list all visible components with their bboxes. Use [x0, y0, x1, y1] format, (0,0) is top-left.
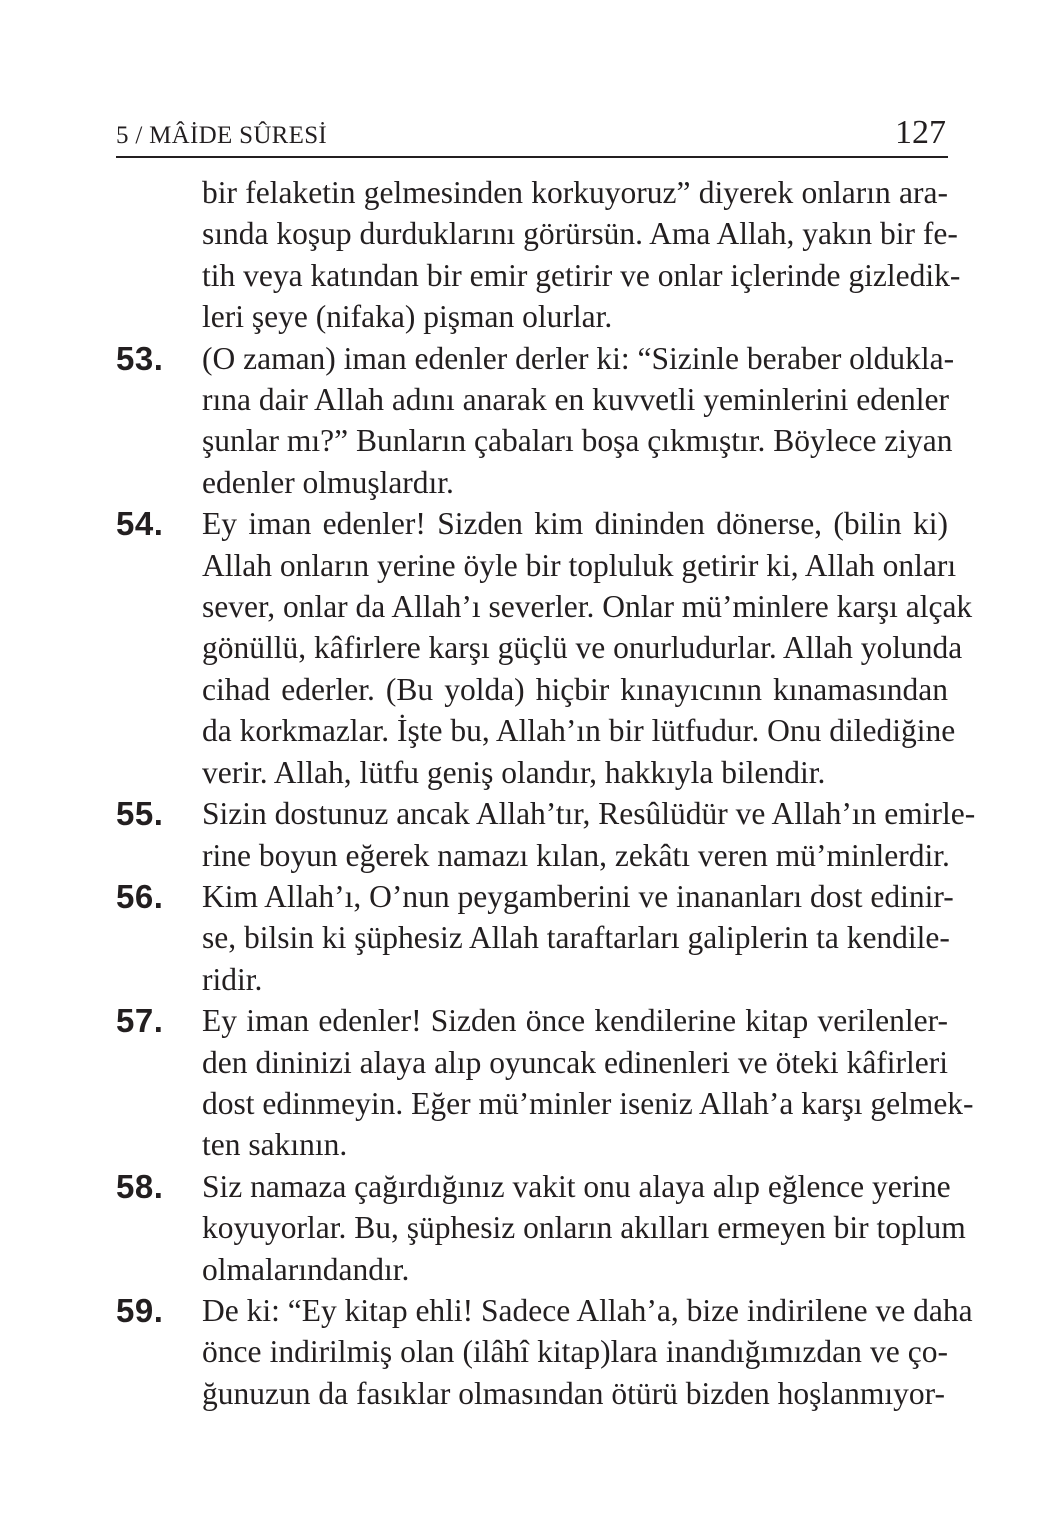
text-line: gönüllü, kâfirlere karşı güçlü ve onurludurlar. Allah yolunda [202, 630, 963, 666]
verse-paragraph [116, 876, 954, 1000]
verse-paragraph [116, 338, 955, 504]
text-line: rına dair Allah adını anarak en kuvvetli yeminlerini edenler [202, 382, 949, 418]
text-line: şunlar mı?” Bunların çabaları boşa çıkmıştır. Böylece ziyan [202, 423, 953, 459]
text-line: se, bilsin ki şüphesiz Allah taraftarları galiplerin ta kendile- [202, 920, 950, 956]
text-line: olmalarındandır. [202, 1251, 410, 1287]
text-line: edenler olmuşlardır. [202, 464, 454, 500]
text-line: Allah onların yerine öyle bir topluluk getirir ki, Allah onları [202, 547, 957, 583]
verse-paragraph [116, 793, 976, 876]
verse-number: 55. [116, 795, 164, 833]
verse-number: 59. [116, 1291, 164, 1329]
verse-number: 57. [116, 1002, 164, 1040]
text-line: verir. Allah, lütfu geniş olandır, hakkıyla bilendir. [202, 754, 826, 790]
text-line: sında koşup durduklarını görürsün. Ama Allah, yakın bir fe- [202, 216, 958, 252]
page-number: 127 [895, 114, 946, 151]
text-line: ten sakının. [202, 1127, 348, 1163]
text-line: Sizin dostunuz ancak Allah’tır, Resûlüdür ve Allah’ın emirle- [202, 796, 976, 832]
text-line: Ey iman edenler! Sizden kim dininden dönerse, (bilin ki) [202, 506, 948, 542]
verse-paragraph [116, 1290, 973, 1414]
text-line: koyuyorlar. Bu, şüphesiz onların akılları ermeyen bir toplum [202, 1210, 966, 1246]
verse-number: 58. [116, 1167, 164, 1205]
header-rule [116, 156, 948, 158]
verse-paragraph [116, 1000, 974, 1166]
text-line: leri şeye (nifaka) pişman olurlar. [202, 299, 613, 335]
text-line: bir felaketin gelmesinden korkuyoruz” diyerek onların ara- [202, 175, 948, 210]
running-header [116, 110, 948, 158]
verse-paragraph [116, 1166, 966, 1290]
text-line: sever, onlar da Allah’ı severler. Onlar mü’minlere karşı alçak [202, 589, 973, 625]
text-line: De ki: “Ey kitap ehli! Sadece Allah’a, bize indirilene ve daha [202, 1292, 973, 1328]
verse-number: 53. [116, 339, 164, 377]
text-line: önce indirilmiş olan (ilâhî kitap)lara inandığımızdan ve ço- [202, 1334, 948, 1370]
text-line: cihad ederler. (Bu yolda) hiçbir kınayıcının kınamasından [202, 671, 948, 707]
text-line: Kim Allah’ı, O’nun peygamberini ve inananları dost edinir- [202, 878, 954, 914]
text-line: ridir. [202, 961, 263, 997]
text-line: rine boyun eğerek namazı kılan, zekâtı veren mü’minlerdir. [202, 837, 950, 873]
verse-paragraph [116, 503, 973, 793]
text-line: Siz namaza çağırdığınız vakit onu alaya alıp eğlence yerine [202, 1168, 951, 1204]
text-line: tih veya katından bir emir getirir ve onlar içlerinde gizledik- [202, 257, 961, 293]
section-title: 5 / MÂİDE SÛRESİ [116, 122, 328, 149]
text-line: ğunuzun da fasıklar olmasından ötürü bizden hoşlanmıyor- [202, 1375, 945, 1411]
verse-number: 56. [116, 877, 164, 915]
verse-text-block [116, 172, 976, 1414]
text-line: (O zaman) iman edenler derler ki: “Sizinle beraber oldukla- [202, 340, 955, 376]
text-line: den dininizi alaya alıp oyuncak edinenleri ve öteki kâfirleri [202, 1044, 948, 1080]
verse-number: 54. [116, 505, 164, 543]
text-line: Ey iman edenler! Sizden önce kendilerine kitap verilenler- [202, 1003, 948, 1039]
text-line: dost edinmeyin. Eğer mü’minler iseniz Allah’a karşı gelmek- [202, 1085, 974, 1121]
text-line: da korkmazlar. İşte bu, Allah’ın bir lütfudur. Onu dilediğine [202, 713, 956, 749]
continued-paragraph [116, 172, 961, 338]
